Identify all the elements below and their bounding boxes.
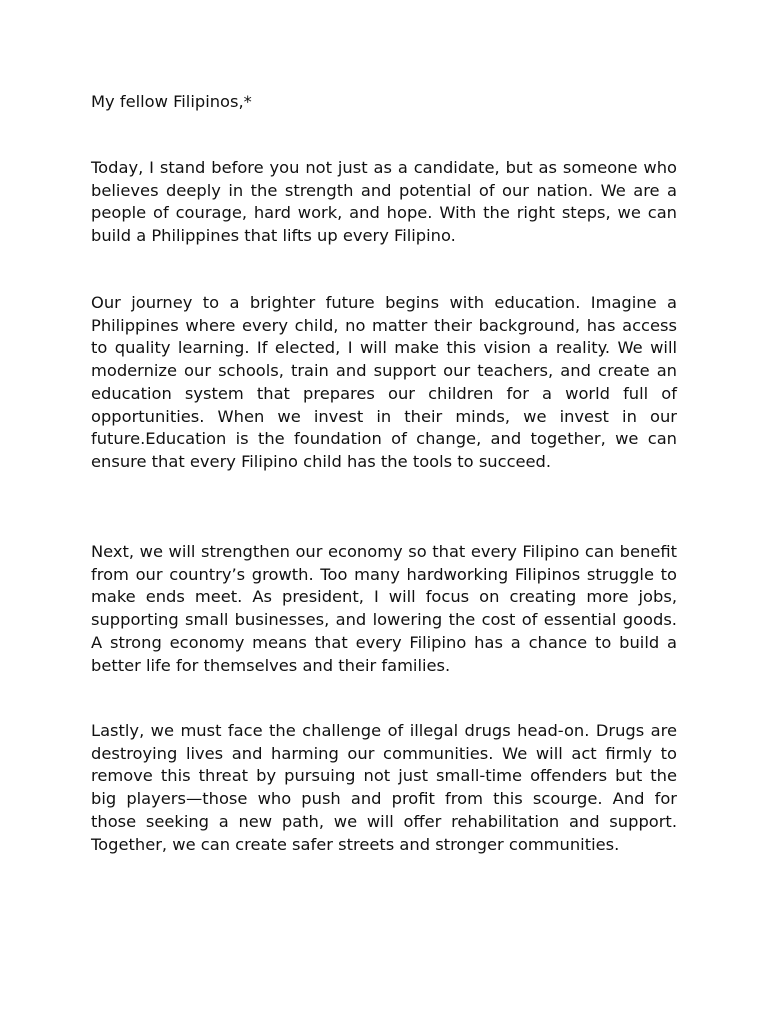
paragraph-drugs: Lastly, we must face the challenge of illegal drugs head-on. Drugs are destroying lives and harming our communities. We will act firmly to remove this threat by pursuing not just small-time offenders but the big players—those who push and profit from this scourge. And for those seeking a new path, we will offer rehabilitation and support. Together, we can create safer streets and stronger communities. bbox=[91, 721, 677, 854]
paragraph-economy: Next, we will strengthen our economy so that every Filipino can benefit from our country’s growth. Too many hardworking Filipinos struggle to make ends meet. As president, I will focus on creating more jobs, supporting small businesses, and lowering the cost of essential goods. A strong economy means that every Filipino has a chance to build a better life for themselves and their families. bbox=[91, 542, 677, 675]
paragraph-education: Our journey to a brighter future begins with education. Imagine a Philippines where every child, no matter their background, has access to quality learning. If elected, I will make this vision a reality. We will modernize our schools, train and support our teachers, and create an education system that prepares our children for a world full of opportunities. When we invest in their minds, we invest in our future.Education is the foundation of change, and together, we can ensure that every Filipino child has the tools to succeed. bbox=[91, 293, 677, 471]
paragraph-intro: Today, I stand before you not just as a candidate, but as someone who believes deeply in the strength and potential of our nation. We are a people of courage, hard work, and hope. With the right steps, we can build a Philippines that lifts up every Filipino. bbox=[91, 158, 677, 246]
salutation: My fellow Filipinos,* bbox=[91, 92, 252, 111]
